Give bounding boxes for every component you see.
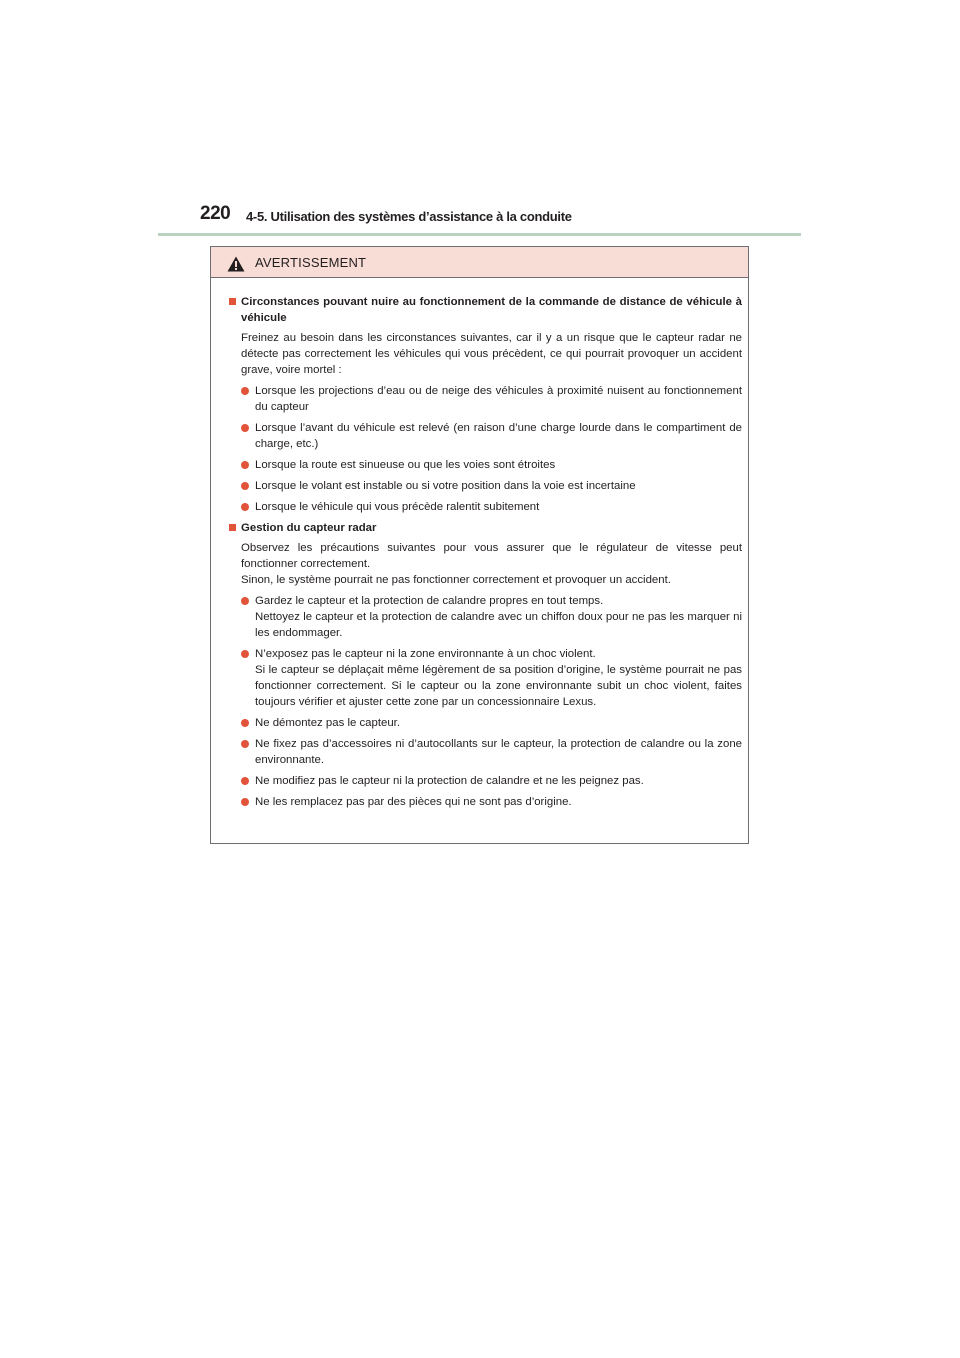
bullet-dot-icon bbox=[241, 719, 249, 727]
bullet-dot-icon bbox=[241, 740, 249, 748]
bullet-dot-icon bbox=[241, 461, 249, 469]
page-header bbox=[198, 203, 803, 233]
warning-block bbox=[229, 520, 742, 810]
bullet-dot-icon bbox=[241, 503, 249, 511]
warning-title: AVERTISSEMENT bbox=[255, 255, 367, 270]
warning-block bbox=[229, 294, 742, 515]
block-title: Gestion du capteur radar bbox=[229, 520, 742, 536]
list-item: Ne modifiez pas le capteur ni la protection de calandre et ne les peignez pas. bbox=[241, 773, 742, 789]
header-rule bbox=[158, 233, 801, 236]
list-item: Lorsque l’avant du véhicule est relevé (en raison d’une charge lourde dans le compartiment de charge, etc.) bbox=[241, 420, 742, 452]
block-title: Circonstances pouvant nuire au fonctionnement de la commande de distance de véhicule à véhicule bbox=[229, 294, 742, 326]
square-bullet-icon bbox=[229, 524, 236, 531]
list-item: Lorsque les projections d’eau ou de neige des véhicules à proximité nuisent au fonctionnement du capteur bbox=[241, 383, 742, 415]
list-item: Ne les remplacez pas par des pièces qui ne sont pas d’origine. bbox=[241, 794, 742, 810]
list-item: Gardez le capteur et la protection de calandre propres en tout temps. Nettoyez le capteur et la protection de calandre avec un chiffon doux pour ne pas les marquer ni les endommager. bbox=[241, 593, 742, 641]
list-item: Lorsque le véhicule qui vous précède ralentit subitement bbox=[241, 499, 742, 515]
bullet-dot-icon bbox=[241, 597, 249, 605]
list-item: N’exposez pas le capteur ni la zone environnante à un choc violent. Si le capteur se déplaçait même légèrement de sa position d’origine, le système pourrait ne pas fonctionner correctement. Si le capteur ou la zone environnante subit un choc violent, faites toujours vérifier et ajuster cette zone par un concessionnaire Lexus. bbox=[241, 646, 742, 710]
bullet-dot-icon bbox=[241, 424, 249, 432]
block-text: Observez les précautions suivantes pour vous assurer que le régulateur de vitesse peut fonctionner correctement. Sinon, le système pourrait ne pas fonctionner correctement et provoquer un accident. bbox=[241, 542, 742, 586]
warning-header bbox=[211, 247, 748, 278]
bullet-list bbox=[229, 383, 742, 515]
list-item: Ne démontez pas le capteur. bbox=[241, 715, 742, 731]
bullet-dot-icon bbox=[241, 387, 249, 395]
bullet-dot-icon bbox=[241, 777, 249, 785]
warning-body bbox=[211, 278, 748, 810]
list-item: Ne fixez pas d’accessoires ni d’autocollants sur le capteur, la protection de calandre ou la zone environnante. bbox=[241, 736, 742, 768]
bullet-dot-icon bbox=[241, 482, 249, 490]
bullet-dot-icon bbox=[241, 798, 249, 806]
page-number: 220 bbox=[200, 203, 231, 224]
block-text: Freinez au besoin dans les circonstances suivantes, car il y a un risque que le capteur radar ne détecte pas correctement les véhicules qui vous précèdent, ce qui pourrait provoquer un accident grave, voire mortel : bbox=[241, 332, 742, 376]
bullet-dot-icon bbox=[241, 650, 249, 658]
list-item: Lorsque la route est sinueuse ou que les voies sont étroites bbox=[241, 457, 742, 473]
list-item: Lorsque le volant est instable ou si votre position dans la voie est incertaine bbox=[241, 478, 742, 494]
section-title: 4-5. Utilisation des systèmes d’assistance à la conduite bbox=[246, 209, 572, 224]
warning-triangle-icon bbox=[227, 256, 245, 272]
bullet-list bbox=[229, 593, 742, 810]
warning-box bbox=[210, 246, 749, 844]
square-bullet-icon bbox=[229, 298, 236, 305]
